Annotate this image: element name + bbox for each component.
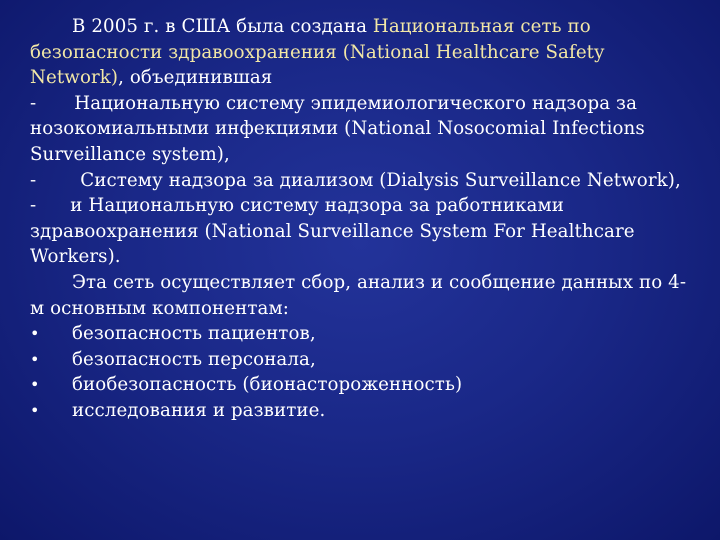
dash-marker: - [30, 92, 37, 114]
intro-suffix: , объединившая [118, 67, 273, 89]
slide-text-body [30, 14, 698, 424]
summary-paragraph: Эта сеть осуществляет сбор, анализ и сообщение данных по 4-м основным компонентам: [30, 271, 687, 319]
intro-paragraph [30, 14, 698, 91]
dash-item-text: Систему надзора за диализом (Dialysis Surveillance Network), [80, 169, 681, 191]
dash-marker: - [30, 195, 37, 217]
bullet-item [30, 398, 698, 424]
dash-item [30, 168, 698, 194]
bullet-text: безопасность персонала, [72, 348, 316, 370]
bullet-text: безопасность пациентов, [72, 323, 316, 345]
dash-item-text: Национальную систему эпидемиологического надзора за нозокомиальными инфекциями (National Nosocomial Infections Surveillance system), [30, 92, 645, 165]
dash-marker: - [30, 169, 37, 191]
bullet-text: биобезопасность (бионастороженность) [72, 374, 463, 396]
bullet-marker: • [30, 400, 40, 420]
bullet-marker: • [30, 349, 40, 369]
bullet-item [30, 372, 698, 398]
dash-item-text: и Национальную систему надзора за работниками здравоохранения (National Surveillance System For Healthcare Workers). [30, 195, 635, 268]
bullet-item [30, 347, 698, 373]
bullet-marker: • [30, 324, 40, 344]
intro-prefix: В 2005 г. в США была создана [72, 16, 373, 37]
bullet-text: исследования и развитие. [72, 399, 326, 421]
dash-item [30, 91, 698, 168]
network-name-highlight: Национальная сеть по безопасности здравоохранения (National Healthcare Safety Network) [30, 16, 605, 89]
dash-item [30, 193, 698, 270]
bullet-item [30, 321, 698, 347]
bullet-marker: • [30, 375, 40, 395]
